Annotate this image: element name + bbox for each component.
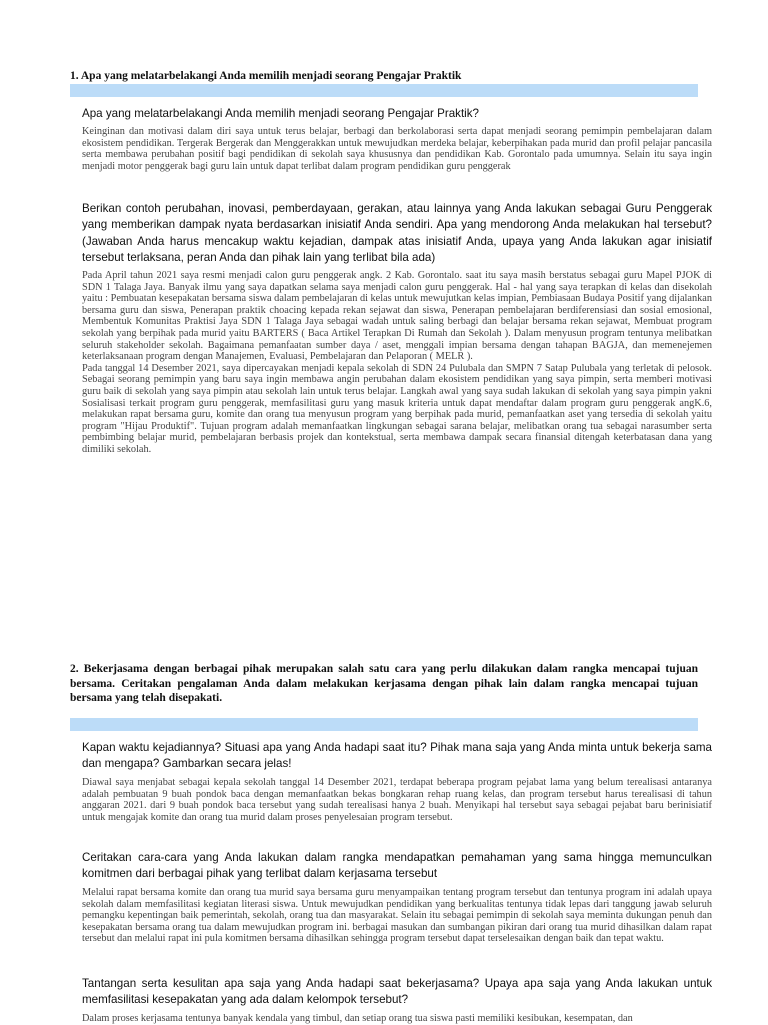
section-2-header-bar [70, 718, 698, 731]
section-2-answer-3: Dalam proses kerjasama tentunya banyak kendala yang timbul, dan setiap orang tua siswa pasti memiliki kesibukan, kesempatan, dan [82, 1013, 633, 1024]
section-2-answer-1: Diawal saya menjabat sebagai kepala sekolah tanggal 14 Desember 2021, terdapat beberapa program pejabat lama yang belum terealisasi antaranya adalah pembuatan 9 buah pondok baca dengan memanfaatkan bekas bongkaran rehap ruang kelas, dan program tersebut harus terealisasi di tahun anggaran 2021. dari 9 buah pondok baca tersebut yang sudah terealisasi hanya 2 buah. Menyikapi hal tersebut saya sebagai pejabat baru berinisiatif untuk mengajak komite dan orang tua murid dalam proses penyelesaian program tersebut. [82, 777, 712, 823]
section-1-question-1: Apa yang melatarbelakangi Anda memilih menjadi seorang Pengajar Praktik? [82, 107, 479, 120]
section-1-answer-2 [82, 270, 712, 456]
section-1-heading: 1. Apa yang melatarbelakangi Anda memilih menjadi seorang Pengajar Praktik [70, 70, 462, 82]
section-1-question-2: Berikan contoh perubahan, inovasi, pemberdayaan, gerakan, atau lainnya yang Anda lakukan sebagai Guru Penggerak yang memberikan dampak nyata berdasarkan inisiatif Anda sendiri. Apa yang mendorong Anda melakukan hal tersebut? (Jawaban Anda harus mencakup waktu kejadian, dampak atas inisiatif Anda, upaya yang Anda lakukan agar inisiatif tersebut terlaksana, peran Anda dan pihak lain yang terlibat bila ada) [82, 202, 712, 264]
section-2-question-1: Kapan waktu kejadiannya? Situasi apa yang Anda hadapi saat itu? Pihak mana saja yang Anda minta untuk bekerja sama dan mengapa? Gambarkan secara jelas! [82, 741, 712, 771]
section-2-question-2: Ceritakan cara-cara yang Anda lakukan dalam rangka mendapatkan pemahaman yang sama hingga memunculkan komitmen dari berbagai pihak yang terlibat dalam kerjasama tersebut [82, 851, 712, 881]
section-2-answer-2: Melalui rapat bersama komite dan orang tua murid saya bersama guru menyampaikan tentang program tersebut dan tentunya program ini adalah upaya sekolah dalam memfasilitasi kegiatan literasi siswa. Untuk mewujudkan pendidikan yang berkualitas tentunya tidak lepas dari tanggung jawab seluruh pemangku kepentingan baik pemerintah, sekolah, orang tua dan masyarakat. Selain itu sebagai pemimpin di sekolah saya meminta dukungan penuh dan kesepakatan bersama orang tua dalam mewujudkan program ini. berbagai masukan dan sumbangan pikiran dari orang tua murid dihasilkan dalam rapat tersebut dan melalui rapat ini pula komitmen bersama dihasilkan sehingga program tersebut dapat terselesaikan dengan baik dan tepat waktu. [82, 887, 712, 945]
section-2-heading: 2. Bekerjasama dengan berbagai pihak merupakan salah satu cara yang perlu dilakukan dalam rangka mencapai tujuan bersama. Ceritakan pengalaman Anda dalam melakukan kerjasama dengan pihak lain dalam rangka mencapai tujuan bersama yang telah disepakati. [70, 663, 698, 704]
section-2-question-3: Tantangan serta kesulitan apa saja yang Anda hadapi saat bekerjasama? Upaya apa saja yang Anda lakukan untuk memfasilitasi kesepakatan yang ada dalam kelompok tersebut? [82, 977, 712, 1007]
answer-paragraph: Pada tanggal 14 Desember 2021, saya dipercayakan menjadi kepala sekolah di SDN 24 Pulubala dan SMPN 7 Satap Pulubala yang terletak di pelosok. Sebagai seorang pemimpin yang baru saya ingin membawa angin perubahan dalam ekosistem pendidikan yang saya pimpin, serta memberi motivasi guru baik di sekolah yang saya pimpin atau sekolah lain untuk terus belajar. Langkah awal yang saya sudah lakukan di sekolah yang saya pimpin yakni Sosialisasi terkait program guru penggerak, memfasilitasi guru yang masuk kriteria untuk dapat mendaftar dalam program guru penggerak angK.6, melakukan rapat bersama guru, komite dan orang tua menyusun program yang berpihak pada murid, pemanfaatkan aset yang tersedia di sekolah yaitu program "Hijau Produktif". Tujuan program adalah memanfaatkan lingkungan sebagai sarana belajar, melibatkan orang tua sebagai narasumber serta pembimbing belajar murid, pembelajaran berbasis projek dan kontekstual, serta membawa dampak secara finansial ditengah keterbatasan dana yang dimiliki sekolah. [82, 362, 712, 455]
section-1-answer-1: Keinginan dan motivasi dalam diri saya untuk terus belajar, berbagi dan berkolaborasi serta dapat menjadi seorang pemimpin pembelajaran dalam ekosistem pendidikan. Tergerak Bergerak dan Menggerakkan untuk mewujudkan merdeka belajar, keberpihakan pada murid dan profil pelajar pancasila serta membawa perubahan positif bagi pendidikan di sekolah saya khususnya dan pendidikan Kab. Gorontalo pada umumnya. Selain itu saya ingin menjadi motor penggerak bagi guru lain untuk dapat terlibat dalam program pendidikan guru penggerak [82, 126, 712, 172]
answer-paragraph: Pada April tahun 2021 saya resmi menjadi calon guru penggerak angk. 2 Kab. Gorontalo. saat itu saya masih berstatus sebagai guru Mapel PJOK di SDN 1 Talaga Jaya. Banyak ilmu yang saya dapatkan selama saya menjadi calon guru penggerak. Hal - hal yang saya terapkan di kelas dan disekolah yaitu : Pembuatan kesepakatan bersama siswa dalam pembelajaran di kelas untuk mewujutkan kelas impian, Pembiasaan Budaya Positif yang dijalankan bersama guru dan siswa, Penerapan praktik choacing kepada rekan sejawat dan siswa, Penerapan pembelajaran berdiferensiasi dan sosial emosional, Membentuk Komunitas Praktisi Jaya SDN 1 Talaga Jaya sebagai wadah untuk saling berbagi dan belajar bersama rekan sejawat, Membuat program sekolah yang berpihak pada murid yaitu BARTERS ( Baca Artikel Terapkan Di Rumah dan Sekolah ). Dalam menyusun program tentunya melibatkan seluruh stakeholder sekolah. Bagaimana pemanfaatan sumber daya / aset, menggali impian bersama dengan tahapan BAGJA, dan memenejemen keterlaksanaan program dengan Manajemen, Evaluasi, Pembelajaran dan Pelaporan ( MELR ). [82, 270, 712, 363]
section-1-header-bar [70, 84, 698, 97]
